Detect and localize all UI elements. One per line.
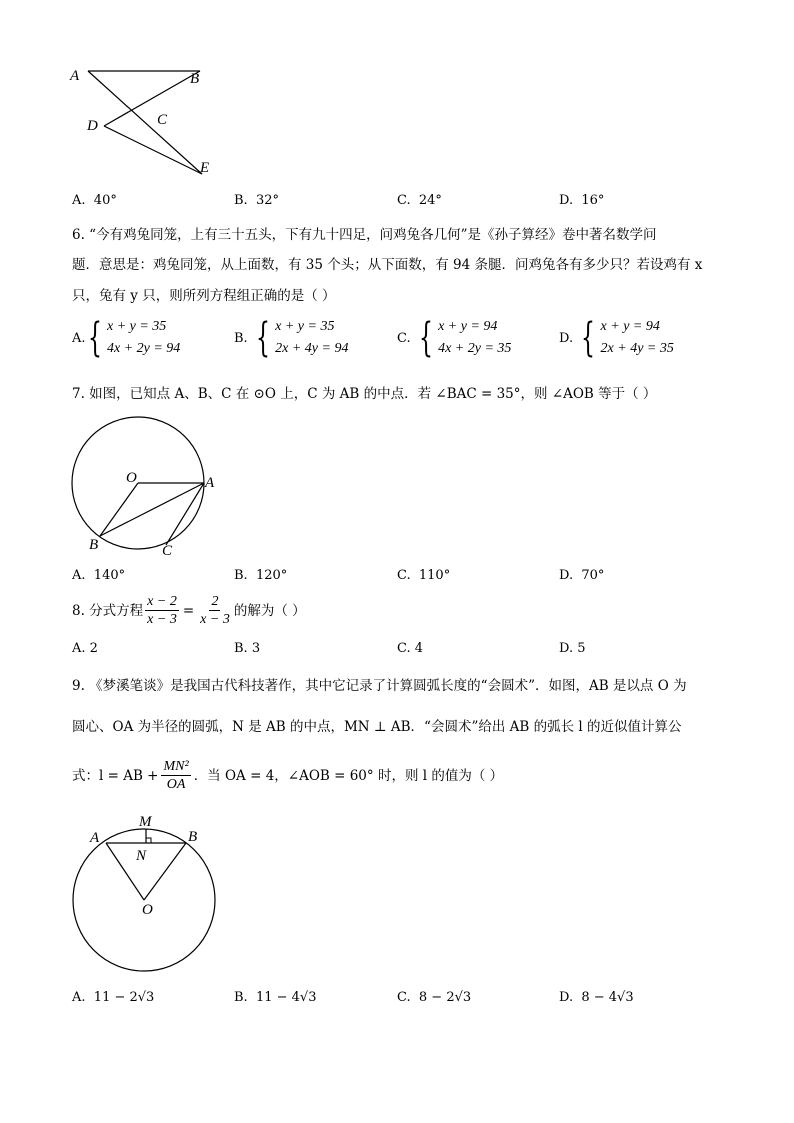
label-b: B bbox=[89, 537, 99, 553]
segment-ae bbox=[88, 71, 202, 174]
option-text: 11 − 4√3 bbox=[255, 990, 317, 1005]
q5-figure bbox=[60, 58, 230, 183]
brace-symbol: { bbox=[418, 315, 433, 361]
q9-option-c[interactable] bbox=[397, 990, 471, 1005]
right-angle-mark bbox=[146, 838, 151, 843]
option-letter: D. bbox=[559, 641, 574, 656]
option-letter: B. bbox=[234, 990, 248, 1005]
q7-option-c[interactable] bbox=[397, 568, 450, 583]
label-n: N bbox=[136, 848, 147, 864]
equation: 4x + 2y = 35 bbox=[438, 341, 512, 356]
brace-symbol: { bbox=[87, 315, 102, 361]
option-letter: B. bbox=[234, 641, 248, 656]
q9-figure bbox=[62, 810, 232, 980]
option-text: 8 − 4√3 bbox=[581, 990, 634, 1005]
option-text: 2 bbox=[89, 641, 98, 656]
segment-ob bbox=[100, 483, 138, 536]
q9-option-a[interactable] bbox=[72, 990, 154, 1005]
q9-stem-line1: 9. 《梦溪笔谈》是我国古代科技著作，其中它记录了计算圆弧长度的“会圆术”．如图，AB 是以点 O 为 bbox=[72, 678, 687, 694]
q7-option-d[interactable] bbox=[559, 568, 604, 583]
label-c: C bbox=[162, 543, 173, 559]
option-text: 5 bbox=[577, 641, 586, 656]
label-b: B bbox=[190, 71, 200, 87]
q6-option-b[interactable] bbox=[234, 316, 348, 360]
option-letter: A. bbox=[72, 193, 86, 208]
equals-sign: = bbox=[182, 602, 195, 619]
equation-system bbox=[601, 316, 674, 360]
equation-system bbox=[107, 316, 180, 360]
label-e: E bbox=[200, 160, 210, 176]
q9-formula-prefix: 式：l = AB + bbox=[72, 767, 159, 784]
option-letter: A. bbox=[72, 641, 86, 656]
equation: 2x + 4y = 94 bbox=[275, 341, 349, 356]
fraction-denominator: x − 3 bbox=[200, 612, 230, 627]
q9-option-d[interactable] bbox=[559, 990, 634, 1005]
label-c: C bbox=[157, 112, 168, 128]
option-letter: C. bbox=[397, 330, 411, 346]
option-letter: A. bbox=[72, 990, 86, 1005]
label-o: O bbox=[126, 470, 137, 486]
option-text: 32° bbox=[255, 193, 279, 208]
option-letter: C. bbox=[397, 990, 411, 1005]
q5-option-b[interactable] bbox=[234, 193, 279, 208]
label-a: A bbox=[70, 68, 80, 84]
option-letter: A. bbox=[72, 330, 86, 346]
q5-option-c[interactable] bbox=[397, 193, 442, 208]
option-letter: C. bbox=[397, 568, 411, 583]
label-a: A bbox=[90, 830, 100, 846]
q6-stem-line2: 题．意思是：鸡兔同笼，从上面数，有 35 个头；从下面数，有 94 条腿．问鸡兔各有多少只？若设鸡有 x bbox=[72, 257, 703, 273]
q8-option-a[interactable] bbox=[72, 641, 98, 656]
option-letter: D. bbox=[559, 193, 574, 208]
q9-option-b[interactable] bbox=[234, 990, 316, 1005]
q8-rhs-fraction bbox=[198, 593, 232, 628]
fraction-numerator: MN² bbox=[163, 759, 189, 774]
q5-option-a[interactable] bbox=[72, 193, 117, 208]
option-letter: B. bbox=[234, 568, 248, 583]
equation: 2x + 4y = 35 bbox=[600, 341, 674, 356]
q7-option-b[interactable] bbox=[234, 568, 287, 583]
segment-ob bbox=[144, 843, 186, 900]
fraction-denominator: OA bbox=[166, 777, 186, 792]
q8-prefix: 8. 分式方程 bbox=[72, 602, 144, 619]
q9-formula-fraction bbox=[161, 758, 190, 793]
q8-option-c[interactable] bbox=[397, 641, 423, 656]
option-text: 11 − 2√3 bbox=[93, 990, 155, 1005]
q6-stem-line3: 只，兔有 y 只，则所列方程组正确的是（ ） bbox=[72, 288, 336, 304]
label-a: A bbox=[205, 475, 215, 491]
option-text: 8 − 2√3 bbox=[418, 990, 472, 1005]
option-letter: D. bbox=[559, 990, 574, 1005]
option-text: 120° bbox=[255, 568, 288, 583]
option-letter: A. bbox=[72, 568, 86, 583]
fraction-numerator: 2 bbox=[211, 594, 219, 609]
q6-option-d[interactable] bbox=[559, 316, 674, 360]
option-text: 4 bbox=[414, 641, 424, 656]
q8-suffix: 的解为（ ） bbox=[233, 602, 306, 619]
q5-option-d[interactable] bbox=[559, 193, 604, 208]
option-text: 16° bbox=[581, 193, 605, 208]
label-o: O bbox=[142, 902, 153, 918]
q8-option-b[interactable] bbox=[234, 641, 260, 656]
fraction-numerator: x − 2 bbox=[147, 594, 177, 609]
option-text: 40° bbox=[93, 193, 117, 208]
q7-option-a[interactable] bbox=[72, 568, 125, 583]
q9-stem-line2: 圆心、OA 为半径的圆弧，N 是 AB 的中点，MN ⊥ AB．“会圆术”给出 AB 的弧长 l 的近似值计算公 bbox=[72, 719, 682, 735]
equation-system bbox=[275, 316, 348, 360]
option-letter: D. bbox=[559, 330, 574, 346]
option-text: 3 bbox=[251, 641, 261, 656]
q9-formula-suffix: ．当 OA = 4，∠AOB = 60° 时，则 l 的值为（ ） bbox=[193, 767, 504, 784]
q7-stem: 7. 如图，已知点 A、B、C 在 ⊙O 上，C 为 AB 的中点．若 ∠BAC = 35°，则 ∠AOB 等于（ ） bbox=[72, 386, 657, 402]
label-b: B bbox=[188, 829, 198, 845]
q8-option-d[interactable] bbox=[559, 641, 586, 656]
equation: x + y = 94 bbox=[438, 319, 498, 334]
option-text: 140° bbox=[93, 568, 126, 583]
q8-stem bbox=[72, 593, 306, 628]
fraction-denominator: x − 3 bbox=[147, 612, 177, 627]
equation: x + y = 94 bbox=[600, 319, 660, 334]
q9-stem-line3 bbox=[72, 758, 503, 793]
q8-lhs-fraction bbox=[145, 593, 179, 628]
label-m: M bbox=[139, 814, 152, 830]
segment-de bbox=[104, 126, 202, 174]
brace-symbol: { bbox=[581, 315, 596, 361]
option-text: 110° bbox=[418, 568, 451, 583]
q6-option-c[interactable] bbox=[397, 316, 511, 360]
q6-option-a[interactable] bbox=[72, 316, 180, 360]
option-text: 24° bbox=[418, 193, 442, 208]
option-letter: C. bbox=[397, 193, 411, 208]
equation: x + y = 35 bbox=[106, 319, 167, 334]
equation-system bbox=[438, 316, 511, 360]
q7-figure bbox=[62, 410, 232, 560]
option-letter: D. bbox=[559, 568, 574, 583]
label-d: D bbox=[87, 118, 98, 134]
option-letter: B. bbox=[234, 330, 248, 346]
equation: x + y = 35 bbox=[275, 319, 335, 334]
option-text: 70° bbox=[581, 568, 605, 583]
option-letter: B. bbox=[234, 193, 248, 208]
brace-symbol: { bbox=[255, 315, 270, 361]
option-letter: C. bbox=[397, 641, 411, 656]
q6-stem-line1: 6. “今有鸡兔同笼，上有三十五头，下有九十四足，问鸡兔各几何”是《孙子算经》卷中著名数学问 bbox=[72, 227, 657, 243]
equation: 4x + 2y = 94 bbox=[106, 341, 181, 356]
